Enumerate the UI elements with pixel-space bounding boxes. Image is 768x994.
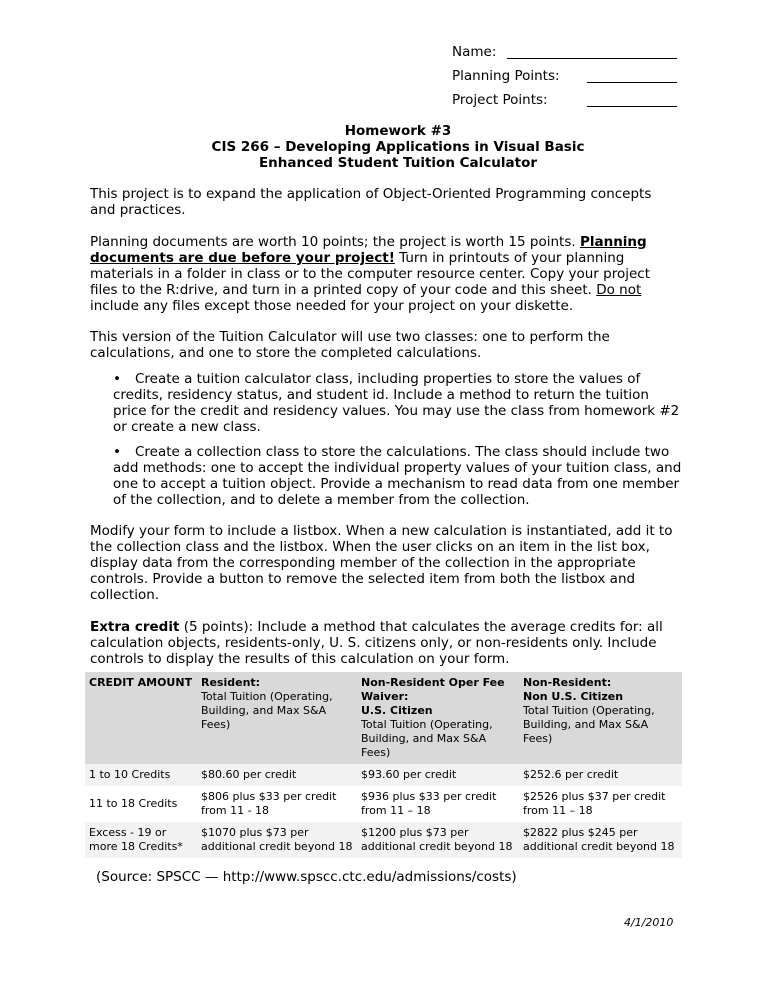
table-cell: $1200 plus $73 per additional credit beyond 18 bbox=[357, 822, 519, 858]
table-row bbox=[85, 822, 682, 858]
modify-paragraph: Modify your form to include a listbox. When a new calculation is instantiated, add it to the collection class and the listbox. When the user clicks on an item in the list box, display data from the corresponding member of the collection in the appropriate controls. Provide a button to remove the selected item from both the listbox and collection. bbox=[90, 523, 673, 603]
name-blank bbox=[507, 58, 677, 59]
table-cell: Excess - 19 or more 18 Credits* bbox=[85, 822, 197, 858]
name-label: Name: bbox=[452, 44, 497, 60]
classes-paragraph: This version of the Tuition Calculator will use two classes: one to perform the calculations, and one to store the completed calculations. bbox=[90, 329, 610, 361]
bullet-icon: • bbox=[113, 371, 121, 387]
table-cell: $2822 plus $245 per additional credit beyond 18 bbox=[519, 822, 682, 858]
project-points-blank bbox=[587, 106, 677, 107]
planning-points-blank bbox=[587, 82, 677, 83]
table-cell: 11 to 18 Credits bbox=[89, 797, 178, 810]
bullet-item: • Create a tuition calculator class, including properties to store the values of credits, residency status, and student id. Include a method to return the tuition price for the credit and residency values. You may use the class from homework #2 or create a new class. bbox=[113, 371, 680, 435]
table-cell: $806 plus $33 per credit from 11 - 18 bbox=[201, 790, 337, 817]
project-title: Enhanced Student Tuition Calculator bbox=[258, 155, 538, 171]
table-cell: $1070 plus $73 per additional credit beyond 18 bbox=[197, 822, 357, 858]
table-row bbox=[85, 764, 682, 786]
table-cell: $936 plus $33 per credit from 11 – 18 bbox=[361, 790, 497, 817]
extra-credit-label: Extra credit bbox=[90, 619, 180, 635]
source-citation: (Source: SPSCC — http://www.spscc.ctc.edu/admissions/costs) bbox=[96, 869, 517, 885]
table-cell: $2526 plus $37 per credit from 11 – 18 bbox=[523, 790, 666, 817]
document-date: 4/1/2010 bbox=[624, 916, 674, 929]
header-resident: Resident: Total Tuition (Operating, Building, and Max S&A Fees) bbox=[197, 672, 357, 764]
tuition-table bbox=[85, 672, 682, 858]
extra-credit-paragraph: Extra credit (5 points): Include a method that calculates the average credits for: all calculation objects, residents-only, U. S. citizens only, or non-residents only. Include controls to display the results of this calculation on your form. bbox=[90, 619, 663, 667]
planning-paragraph: Planning documents are worth 10 points; the project is worth 15 points. Planning documents are due before your project! Turn in printouts of your planning materials in a folder in class or to the computer resource center. Copy your project files to the R:drive, and turn in a printed copy of your code and this sheet. Do not include any files except those needed for your project on your diskette. bbox=[90, 234, 650, 314]
course-title: CIS 266 – Developing Applications in Visual Basic bbox=[211, 139, 585, 155]
table-row bbox=[85, 786, 682, 822]
table-cell: $80.60 per credit bbox=[197, 764, 357, 786]
project-points-label: Project Points: bbox=[452, 92, 548, 108]
planning-due-notice: Planning documents are due before your project! bbox=[90, 234, 647, 266]
homework-title: Homework #3 bbox=[344, 123, 452, 139]
table-cell: $93.60 per credit bbox=[357, 764, 519, 786]
intro-paragraph: This project is to expand the application of Object-Oriented Programming concepts and practices. bbox=[90, 186, 652, 218]
do-not-emphasis: Do not bbox=[596, 282, 642, 298]
planning-points-label: Planning Points: bbox=[452, 68, 560, 84]
header-credit-amount: CREDIT AMOUNT bbox=[85, 672, 197, 764]
table-cell: $252.6 per credit bbox=[519, 764, 682, 786]
header-non-resident-us: Non-Resident Oper Fee Waiver: U.S. Citizen Total Tuition (Operating, Building, and Max S&A Fees) bbox=[357, 672, 519, 764]
header-non-resident-non-us: Non-Resident: Non U.S. Citizen Total Tuition (Operating, Building, and Max S&A Fees) bbox=[519, 672, 682, 764]
table-cell: 1 to 10 Credits bbox=[85, 764, 197, 786]
bullet-icon: • bbox=[113, 444, 121, 460]
bullet-item: • Create a collection class to store the calculations. The class should include two add methods: one to accept the individual property values of your tuition class, and one to accept a tuition object. Provide a mechanism to read data from one member of the collection, and to delete a member from the collection. bbox=[113, 444, 682, 508]
table-header-row bbox=[85, 672, 682, 764]
